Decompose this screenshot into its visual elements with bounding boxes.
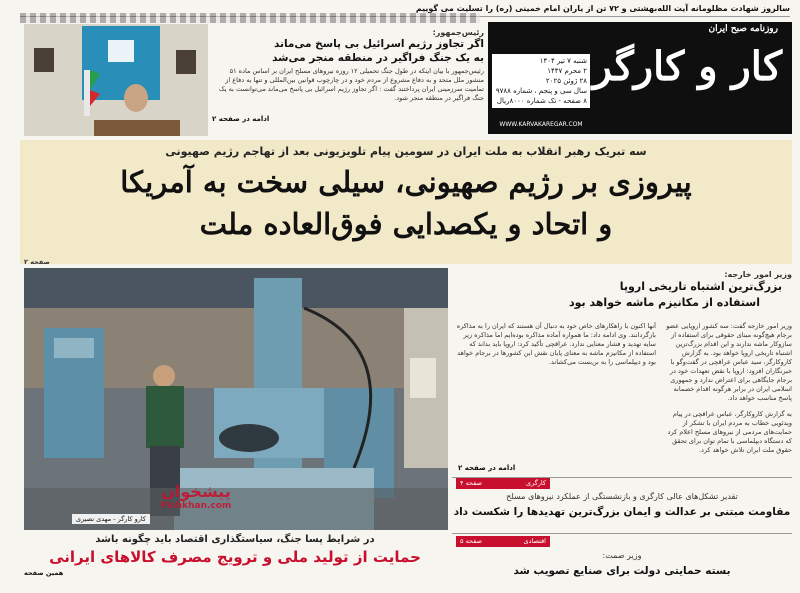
masthead-logo: کار و کارگر (592, 43, 782, 90)
lead-page-ref[interactable]: صفحه ۲ (24, 258, 50, 266)
fm-kicker: وزیر امور خارجه: (724, 270, 792, 279)
fm-column-right: وزیر امور خارجه گفت: سه کشور اروپایی عضو برجام هیچ‌گونه مبنای حقوقی برای استفاده از سازوکار ماشه ندارند و این اقدام بزرگ‌ترین اشتباه تاریخی اروپا خواهد بود. به گزارش کاروکارگر، سید عباس عراقچی در گفت‌وگو با خبرنگاران افزود: اروپا با نقض تعهدات خود در برجام جایگاهی برای اعتراض ندارد و جمهوری اسلامی ایران در برابر هرگونه اقدام خصمانه پاسخ مناسب خواهد داد. (666, 322, 792, 402)
bottom-left-story (20, 532, 450, 592)
labor-headline[interactable]: مقاومت مبتنی بر عدالت و ایمان بزرگ‌ترین تهدیدها را شکست داد (453, 506, 791, 518)
president-story (212, 24, 484, 136)
fm-headline-1[interactable]: بزرگ‌ترین اشتباه تاریخی اروپا (619, 280, 782, 293)
labor-page-ref[interactable]: صفحه ۴ (460, 479, 483, 487)
economy-section: اقتصادی (523, 537, 546, 545)
date-hijri: ۲ محرم ۱۴۴۷ (547, 67, 587, 75)
photo-caption: کارو کارگر - مهدی نصیری (72, 514, 150, 524)
photo-watermark (126, 482, 266, 511)
pages-price: ۸ صفحه - تک شماره ۸۰۰۰ریال (496, 97, 587, 105)
president-body: رئیس‌جمهور با بیان اینکه در طول جنگ تحمیلی ۱۲ روزه نیروهای مسلح ایران بر اساس ماده ۵۱ منشور ملل متحد و به دفاع مشروع از مردم خود و در چارچوب قوانین بین‌المللی و تنها به دفاع از تمامیت سرزمینی ایران پرداختند گفت : اگر تجاوز رژیم اسرائیل بی پاسخ می‌ماند می‌توانست به یک جنگ فراگیر در منطقه منجر شود. (218, 67, 484, 102)
economy-kicker: وزیر صمت: (602, 551, 642, 560)
fm-continue[interactable]: ادامه در صفحه ۲ (458, 464, 516, 472)
president-kicker: رئیس‌جمهور: (432, 28, 484, 37)
bottom-kicker: در شرایط پسا جنگ، سیاستگذاری اقتصاد باید چگونه باشد (95, 534, 375, 545)
economy-page-ref[interactable]: صفحه ۵ (460, 537, 483, 545)
president-headline-1[interactable]: اگر تجاوز رژیم اسرائیل بی پاسخ می‌ماند (273, 38, 484, 50)
masthead-info (492, 54, 590, 108)
labor-ribbon (456, 478, 550, 489)
fm-headline-2[interactable]: استفاده از مکانیزم ماشه خواهد بود (568, 296, 760, 309)
issue-number: سال سی و پنجم ، شماره ۹۷۸۸ (495, 87, 587, 95)
lead-band (20, 140, 792, 264)
president-headline-2[interactable]: به یک جنگ فراگیر در منطقه منجر می‌شد (272, 52, 484, 64)
website-link[interactable]: WWW.KARVAKAREGAR.COM (499, 121, 583, 128)
fm-column-left: آنها اکنون با راهکارهای خاص خود به دنبال آن هستند که ایران را به مذاکره بازگردانند. وی ادامه داد: ما همواره آماده مذاکره بوده‌ایم اما مذاکره زیر سایه تهدید و فشار معنایی ندارد. عراقچی تأکید کرد: اروپا باید بداند که استفاده از مکانیزم ماشه به معنای پایان نقش این کشورها در برجام خواهد بود و دیپلماسی را به بن‌بست می‌کشاند. (456, 322, 656, 366)
labor-section: کارگری (526, 479, 546, 487)
bottom-page-ref[interactable]: همین صفحه (24, 569, 64, 577)
lead-headline-2[interactable]: و اتحاد و یکصدایی فوق‌العاده ملت (199, 207, 613, 241)
masthead (488, 22, 792, 134)
ornament-band (20, 13, 480, 23)
top-strip-text: سالروز شهادت مظلومانه آیت الله‌بهشتی و ۷۲ تن از یاران امام خمینی (ره) را تسلیت می گوییم (415, 4, 790, 13)
date-gregorian: ۲۸ ژوئن ۲۰۲۵ (545, 77, 587, 85)
lead-headline-1[interactable]: پیروزی بر رژیم صهیونی، سیلی سخت به آمریکا (120, 165, 692, 199)
president-photo (24, 24, 208, 136)
foreign-minister-story (452, 270, 792, 475)
main-photo (24, 268, 448, 530)
fm-column-bottom: به گزارش کاروکارگر، عباس عراقچی در پیام ویدئویی خطاب به مردم ایران با تشکر از حمایت‌های مردمی از نیروهای مسلح اعلام کرد که دستگاه دیپلماسی با تمام توان برای تحقق حقوق ملت ایران تلاش خواهد کرد. (667, 410, 792, 454)
watermark-logo: پیشخوان (161, 482, 231, 501)
economy-ribbon (456, 536, 550, 547)
economy-story (452, 533, 792, 592)
president-continue[interactable]: ادامه در صفحه ۲ (212, 115, 270, 123)
economy-headline[interactable]: بسته حمایتی دولت برای صنایع تصویب شد (513, 565, 731, 577)
date-persian: شنبه ۷ تیر ۱۴۰۴ (539, 57, 587, 65)
labor-story (452, 477, 792, 532)
watermark-url: Pishkhan.com (160, 501, 232, 511)
lead-kicker: سه تبریک رهبر انقلاب به ملت ایران در سومین پیام تلویزیونی بعد از تهاجم رژیم صهیونی (165, 145, 647, 158)
masthead-subtitle: روزنامه صبح ایران (708, 24, 778, 34)
labor-kicker: تقدیر تشکل‌های عالی کارگری و بازنشستگی از عملکرد نیروهای مسلح (506, 492, 738, 501)
bottom-headline[interactable]: حمایت از تولید ملی و ترویج مصرف کالاهای ایرانی (49, 548, 421, 566)
president-photo-art (24, 24, 208, 136)
